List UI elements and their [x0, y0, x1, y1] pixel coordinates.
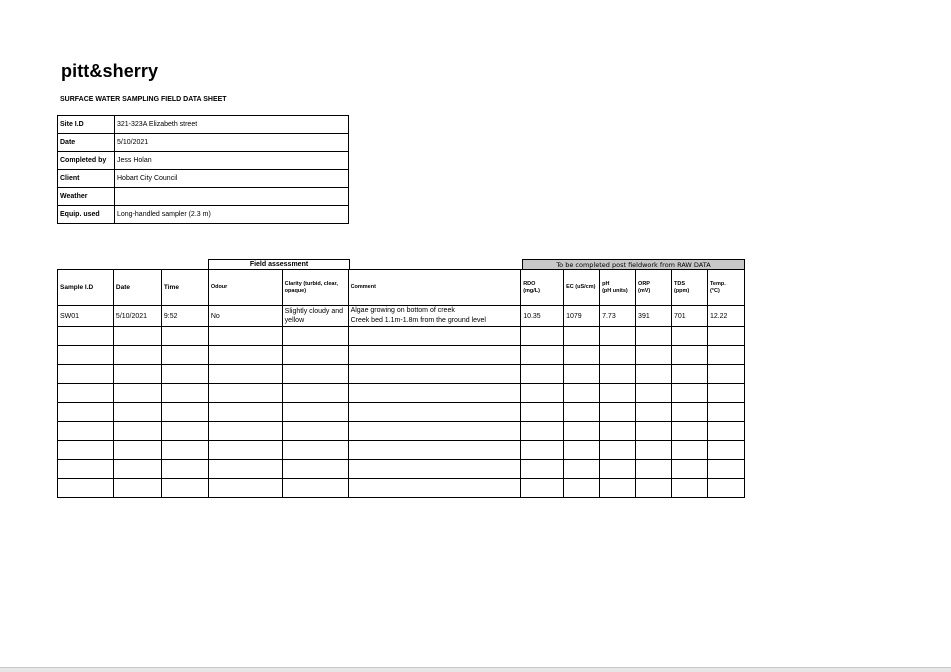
- cell-time: 9:52: [161, 306, 208, 327]
- site-row: [58, 116, 349, 134]
- table-row: [58, 365, 745, 384]
- header-ph-line1: pH: [602, 280, 610, 287]
- site-info-table: [57, 115, 349, 224]
- table-header-row: [58, 270, 745, 306]
- weather-label: Weather: [58, 188, 115, 206]
- header-ph: [600, 270, 636, 306]
- equipment-label: Equip. used: [58, 206, 115, 224]
- table-row: [58, 346, 745, 365]
- cell-temp: 12.22: [707, 306, 744, 327]
- completed-by-row: [58, 152, 349, 170]
- cell-comment-line1: Algae growing on bottom of creek: [350, 307, 455, 314]
- date-value: 5/10/2021: [115, 134, 349, 152]
- header-clarity: [282, 270, 348, 306]
- header-comment: Comment: [348, 270, 521, 306]
- table-row: [58, 479, 745, 498]
- cell-clarity-line2: yellow: [284, 317, 305, 324]
- cell-comment: [348, 306, 521, 327]
- header-rdo-line1: RDO: [523, 280, 536, 287]
- client-value: Hobart City Council: [115, 170, 349, 188]
- cell-orp: 391: [636, 306, 672, 327]
- header-clarity-line2: opaque): [284, 287, 307, 294]
- table-row: [58, 460, 745, 479]
- header-tds: [671, 270, 707, 306]
- cell-comment-line2: Creek bed 1.1m-1.8m from the ground level: [350, 317, 486, 324]
- header-sample-id: Sample I.D: [58, 270, 114, 306]
- date-label: Date: [58, 134, 115, 152]
- table-row: [58, 327, 745, 346]
- table-row: [58, 384, 745, 403]
- cell-sample-id: SW01: [58, 306, 114, 327]
- header-time: Time: [161, 270, 208, 306]
- header-rdo: [521, 270, 564, 306]
- weather-value: [115, 188, 349, 206]
- company-logo: pitt&sherry: [61, 61, 159, 81]
- table-row: [58, 306, 745, 327]
- equipment-value: Long-handled sampler (2.3 m): [115, 206, 349, 224]
- site-label: Site I.D: [58, 116, 115, 134]
- cell-rdo: 10.35: [521, 306, 564, 327]
- header-temp-line2: (°C): [709, 287, 720, 294]
- header-temp-line1: Temp.: [709, 280, 726, 287]
- header-odour: Odour: [208, 270, 282, 306]
- sheet-title: SURFACE WATER SAMPLING FIELD DATA SHEET: [60, 96, 227, 103]
- header-orp-line1: ORP: [638, 280, 650, 287]
- sample-data-table: [57, 269, 745, 498]
- client-label: Client: [58, 170, 115, 188]
- equipment-row: [58, 206, 349, 224]
- field-assessment-header: Field assessment: [208, 259, 350, 269]
- header-date: Date: [113, 270, 161, 306]
- site-value: 321-323A Elizabeth street: [115, 116, 349, 134]
- header-tds-line1: TDS: [673, 280, 685, 287]
- table-row: [58, 422, 745, 441]
- completed-by-label: Completed by: [58, 152, 115, 170]
- completed-by-value: Jess Holan: [115, 152, 349, 170]
- date-row: [58, 134, 349, 152]
- header-clarity-line1: Clarity (turbid, clear,: [284, 280, 338, 287]
- cell-date: 5/10/2021: [113, 306, 161, 327]
- header-orp-line2: (mV): [638, 287, 651, 294]
- client-row: [58, 170, 349, 188]
- table-row: [58, 403, 745, 422]
- header-ec: EC (uS/cm): [564, 270, 600, 306]
- cell-ec: 1079: [564, 306, 600, 327]
- header-orp: [636, 270, 672, 306]
- cell-clarity: [282, 306, 348, 327]
- header-rdo-line2: (mg/L): [523, 287, 540, 294]
- post-fieldwork-header: To be completed post fieldwork from RAW DATA: [522, 259, 745, 269]
- page-bottom-edge: [0, 667, 951, 672]
- table-row: [58, 441, 745, 460]
- header-tds-line2: (ppm): [673, 287, 690, 294]
- weather-row: [58, 188, 349, 206]
- header-temp: [707, 270, 744, 306]
- cell-tds: 701: [671, 306, 707, 327]
- cell-ph: 7.73: [600, 306, 636, 327]
- header-ph-line2: (pH units): [602, 287, 628, 294]
- cell-clarity-line1: Slightly cloudy and: [284, 308, 344, 315]
- cell-odour: No: [208, 306, 282, 327]
